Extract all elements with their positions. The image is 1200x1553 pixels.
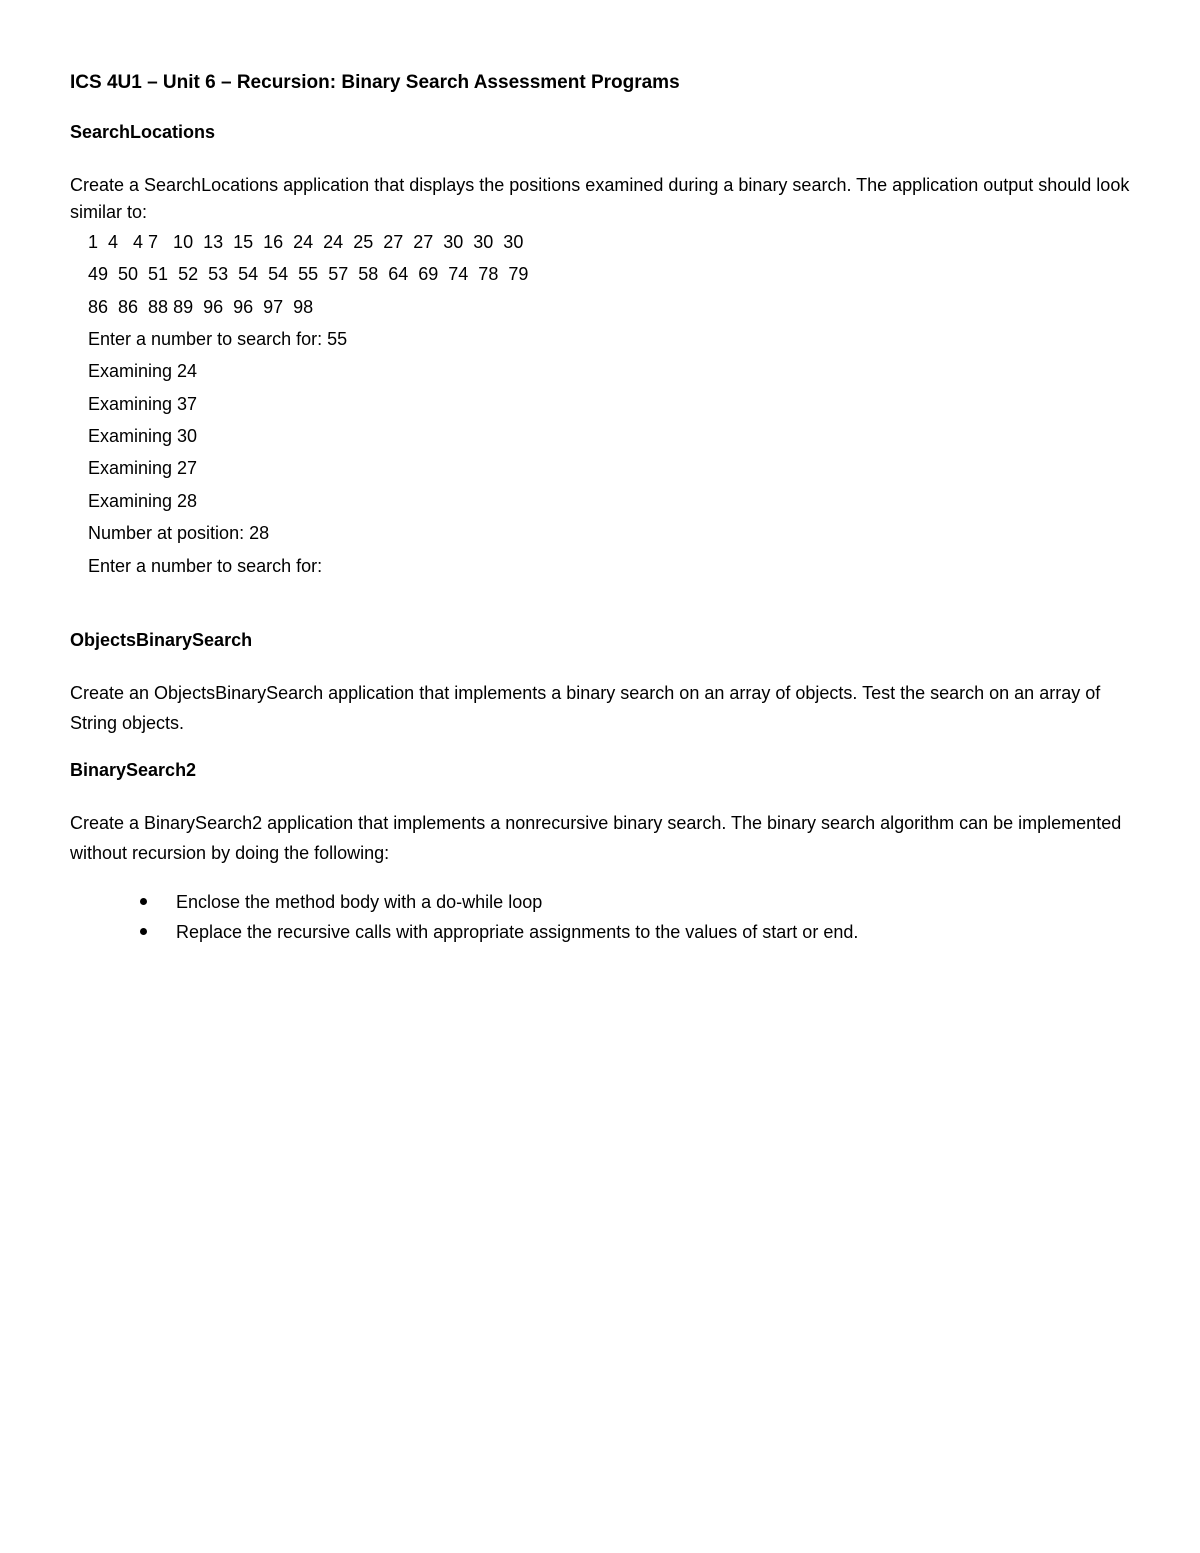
output-line: 86 86 88 89 96 96 97 98 <box>88 297 314 317</box>
section-description-objectsbinarysearch: Create an ObjectsBinarySearch application that implements a binary search on an array of objects. Test the search on an array of String objects. <box>70 683 1101 733</box>
output-line: Examining 24 <box>88 361 198 381</box>
list-item <box>140 887 858 917</box>
output-line: Number at position: 28 <box>88 523 270 543</box>
section-heading-searchlocations: SearchLocations <box>70 122 216 142</box>
list-item-text: Enclose the method body with a do-while loop <box>176 892 543 912</box>
section-heading-binarysearch2: BinarySearch2 <box>70 760 197 780</box>
output-line: Examining 30 <box>88 426 198 446</box>
output-line: 49 50 51 52 53 54 54 55 57 58 64 69 74 78 79 <box>88 264 529 284</box>
output-line: Enter a number to search for: <box>88 556 323 576</box>
output-line: Examining 28 <box>88 491 198 511</box>
section-heading-objectsbinarysearch: ObjectsBinarySearch <box>70 630 253 650</box>
list-item-text: Replace the recursive calls with appropriate assignments to the values of start or end. <box>176 922 859 942</box>
output-line: Enter a number to search for: 55 <box>88 329 348 349</box>
bullet-icon <box>140 898 147 905</box>
output-line: Examining 27 <box>88 458 198 478</box>
bullet-icon <box>140 928 147 935</box>
bullet-list <box>140 887 858 947</box>
section-description-binarysearch2: Create a BinarySearch2 application that implements a nonrecursive binary search. The binary search algorithm can be implemented without recursion by doing the following: <box>70 813 1122 863</box>
document-title: ICS 4U1 – Unit 6 – Recursion: Binary Search Assessment Programs <box>70 72 680 93</box>
output-line: 1 4 4 7 10 13 15 16 24 24 25 27 27 30 30 30 <box>88 232 524 252</box>
list-item <box>140 917 858 947</box>
output-line: Examining 37 <box>88 394 198 414</box>
section-description-searchlocations: Create a SearchLocations application that displays the positions examined during a binary search. The application output should look similar to: <box>70 175 1130 222</box>
